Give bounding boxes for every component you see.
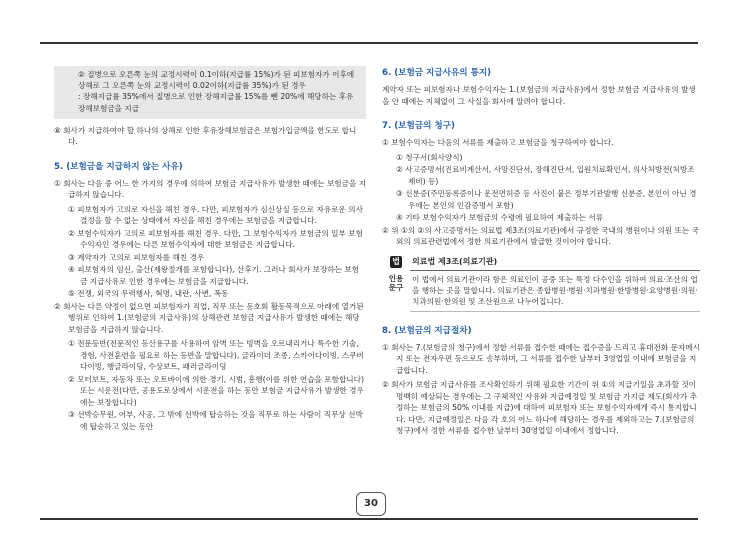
s5-paragraph-2: ② 회사는 다른 약정이 없으면 피보험자가 직업, 직무 또는 동호회 활동목적으로 아래에 열거된 행위로 인하여 1.(보험금의 지급사유)의 상해관련 보험금 지급사유가 발생한 때에는 해당 보험금을 지급하지 않습니다. <box>54 301 364 334</box>
law-text: 이 법에서 의료기관이라 함은 의료인이 공중 또는 특정 다수인을 위하여 의료·조산의 업을 행하는 곳을 말합니다. 의료기관은 종합병원·병원·치과병원·한방병원·요양병원·의원·치과의원·한의원 및 조산원으로 나누어집니다. <box>410 274 700 312</box>
clause-8: ⑧ 회사가 지급하여야 할 하나의 상해로 인한 후유장해보험금은 보험가입금액을 한도로 합니다. <box>54 125 357 147</box>
example-line-2: : 장해지급률 35%에서 질병으로 인한 장해지급률 15%를 뺀 20%에 해당하는 후유장해보험금을 지급 <box>78 92 354 113</box>
s7-p1-sub-1: ① 청구서(회사양식) <box>396 152 463 162</box>
page-number: 30 <box>356 492 386 516</box>
right-column <box>382 66 700 440</box>
s6-text: 계약자 또는 피보험자나 보험수익자는 1.(보험금의 지급사유)에서 정한 보험금 지급사유의 발생을 안 때에는 지체없이 그 사실을 회사에 알려야 합니다. <box>382 85 696 106</box>
s8-paragraph-2: ② 회사가 보험금 지급사유를 조사확인하기 위해 필요한 기간이 위 ①의 지급기일을 초과할 것이 명백히 예상되는 경우에는 그 구체적인 사유와 지급예정일 및 보험금 가지급 제도(회사가 추정하는 보험금의 50% 이내를 지급)에 대하여 피보험자 또는 보험수익자에게 즉시 통지합니다. 다만, 지급예정일은 다음 각 호의 어느 하나에 해당하는 경우를 제외하고는 7.(보험금의 청구)에서 정한 서류를 접수한 날부터 30영업일 이내에서 정합니다. <box>382 380 697 436</box>
law-side <box>382 254 410 312</box>
s5-p1-sub-3: ③ 계약자가 고의로 피보험자를 해친 경우 <box>68 252 205 262</box>
s5-p2-sub-2: ② 모터보트, 자동차 또는 오토바이에 의한 경기, 시범, 흥행(이를 위한 연습을 포함합니다) 또는 시운전(다만, 공용도로상에서 시운전을 하는 동안 보험금 지급사유가 발생한 경우에는 보장합니다) <box>68 374 364 407</box>
s7-p1-sub-4: ④ 기타 보험수익자가 보험금의 수령에 필요하여 제출하는 서류 <box>396 213 604 222</box>
s5-paragraph-1: ① 회사는 다음 중 어느 한 가지의 경우에 의하여 보험금 지급사유가 발생한 때에는 보험금을 지급하지 않습니다. <box>54 178 367 200</box>
s5-p2-sub-3: ③ 선박승무원, 어부, 사공, 그 밖에 선박에 탑승하는 것을 직무로 하는 사람이 직무상 선박에 탑승하고 있는 동안 <box>68 410 363 431</box>
law-tag-1: 인용 <box>388 273 404 283</box>
s5-p1-sub-1: ① 피보험자가 고의로 자신을 해친 경우. 다만, 피보험자가 심신상실 등으로 자유로운 의사결정을 할 수 없는 상태에서 자신을 해친 경우에는 보험금을 지급합니다. <box>68 204 363 226</box>
s5-p2-sub-1: ① 전문등반(전문적인 등산용구를 사용하여 암벽 또는 빙벽을 오르내리거나 특수한 기술, 경험, 사전훈련을 필요로 하는 등반을 말합니다), 글라이더 조종, 스카이다이빙, 스쿠버다이빙, 행글라이딩, 수상보트, 패러글라이딩 <box>68 339 364 372</box>
s7-paragraph-1: ① 보험수익자는 다음의 서류를 제출하고 보험금을 청구하여야 합니다. <box>382 138 614 147</box>
left-column <box>54 66 366 433</box>
s5-p1-sub-4: ④ 피보험자의 임신, 출산(제왕절개를 포함합니다), 산후기. 그러나 회사가 보장하는 보험금 지급사유로 인한 경우에는 보험금을 지급합니다. <box>68 265 360 286</box>
example-box <box>54 66 366 119</box>
law-book-icon: 법 <box>390 256 402 268</box>
section-5-title: 5. (보험금을 지급하지 않는 사유) <box>54 161 183 172</box>
law-tag-2: 문구 <box>388 282 404 292</box>
section-8-title: 8. (보험금의 지급절차) <box>382 325 472 336</box>
section-6-title: 6. (보험금 지급사유의 통지) <box>382 68 492 78</box>
s8-paragraph-1: ① 회사는 7.(보험금의 청구)에서 정한 서류를 접수한 때에는 접수증을 드리고 휴대전화 문자메시지 또는 전자우편 등으로도 송부하며, 그 서류를 접수한 날부터 3영업일 이내에 보험금을 지급합니다. <box>382 342 700 375</box>
law-title: 의료법 제3조(의료기관) <box>410 254 700 271</box>
s7-p1-sub-2: ② 사고증명서(진료비계산서, 사망진단서, 장해진단서, 입원치료확인서, 의사처방전(처방조 제비) 등) <box>396 165 695 186</box>
bottom-rule <box>40 518 698 520</box>
section-7-title: 7. (보험금의 청구) <box>382 121 455 131</box>
law-citation-box <box>382 254 700 312</box>
s5-p1-sub-2: ② 보험수익자가 고의로 피보험자를 해친 경우. 다만, 그 보험수익자가 보험금의 일부 보험수익자인 경우에는 다른 보험수익자에 대한 보험금은 지급합니다. <box>68 228 363 250</box>
s7-paragraph-2: ② 위 ①의 ②의 사고증명서는 의료법 제3조(의료기관)에서 규정한 국내의 병원이나 의원 또는 국외의 의료관련법에서 정한 의료기관에서 발급한 것이어야 합니다. <box>382 225 699 246</box>
law-body <box>410 254 700 312</box>
example-line-1: ② 질병으로 오른쪽 눈의 교정시력이 0.1이하(지급률 15%)가 된 피보험자가 이후에 상해로 그 오른쪽 눈의 교정시력이 0.02이하(지급률 35%)가 된 경우 <box>78 70 355 91</box>
top-rule <box>40 42 698 44</box>
s5-p1-sub-5: ⑤ 전쟁, 외국의 무력행사, 혁명, 내란, 사변, 폭동 <box>68 289 229 299</box>
s7-p1-sub-3: ③ 신분증(주민등록증이나 운전면허증 등 사진이 붙은 정부기관발행 신분증, 본인이 아닌 경우에는 본인의 인감증명서 포함) <box>396 189 697 210</box>
